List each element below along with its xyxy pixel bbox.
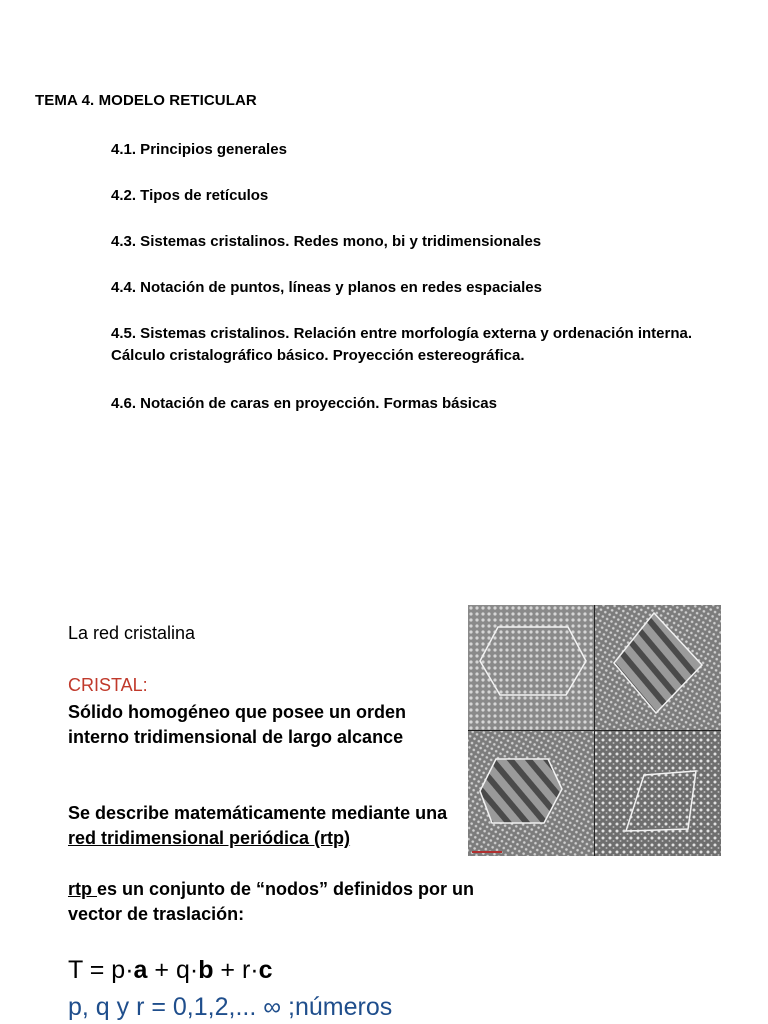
- rtp-description: [68, 801, 478, 851]
- toc-item-4-2: 4.2. Tipos de retículos: [111, 187, 269, 204]
- vector-a: a: [133, 956, 148, 984]
- description-prefix: Se describe matemáticamente mediante una: [68, 803, 448, 823]
- crystal-lattice-micrograph: [468, 605, 721, 856]
- toc-item-4-5: 4.5. Sistemas cristalinos. Relación entre morfología externa y ordenación interna. Cálculo cristalográfico básico. Proyección estereográfica.: [111, 325, 693, 364]
- formula-part: + q·: [147, 956, 199, 984]
- toc-item-4-1: 4.1. Principios generales: [111, 141, 287, 158]
- cristal-definition: Sólido homogéneo que posee un orden interno tridimensional de largo alcance: [68, 702, 407, 747]
- cristal-label: CRISTAL:: [68, 675, 148, 695]
- formula-part: + r·: [213, 956, 259, 984]
- vector-c: c: [258, 956, 273, 984]
- rtp-term-underlined: red tridimensional periódica (rtp): [68, 828, 351, 848]
- rtp-definition: [68, 877, 488, 927]
- toc-item-4-4: 4.4. Notación de puntos, líneas y planos en redes espaciales: [111, 279, 542, 296]
- slide-title: La red cristalina: [68, 623, 196, 643]
- toc-item-4-3: 4.3. Sistemas cristalinos. Redes mono, bi y tridimensionales: [111, 233, 542, 250]
- translation-vector-formula: [68, 956, 273, 985]
- formula-part: T = p·: [68, 956, 134, 984]
- toc-item-4-6: 4.6. Notación de caras en proyección. Formas básicas: [111, 395, 497, 412]
- vector-b: b: [198, 956, 214, 984]
- page-title: TEMA 4. MODELO RETICULAR: [35, 92, 257, 109]
- rtp-definition-text: es un conjunto de “nodos” definidos por un vector de traslación:: [68, 879, 474, 924]
- coefficient-values: p, q y r = 0,1,2,... ∞ ;números: [68, 993, 393, 1021]
- rtp-term: rtp: [68, 879, 97, 899]
